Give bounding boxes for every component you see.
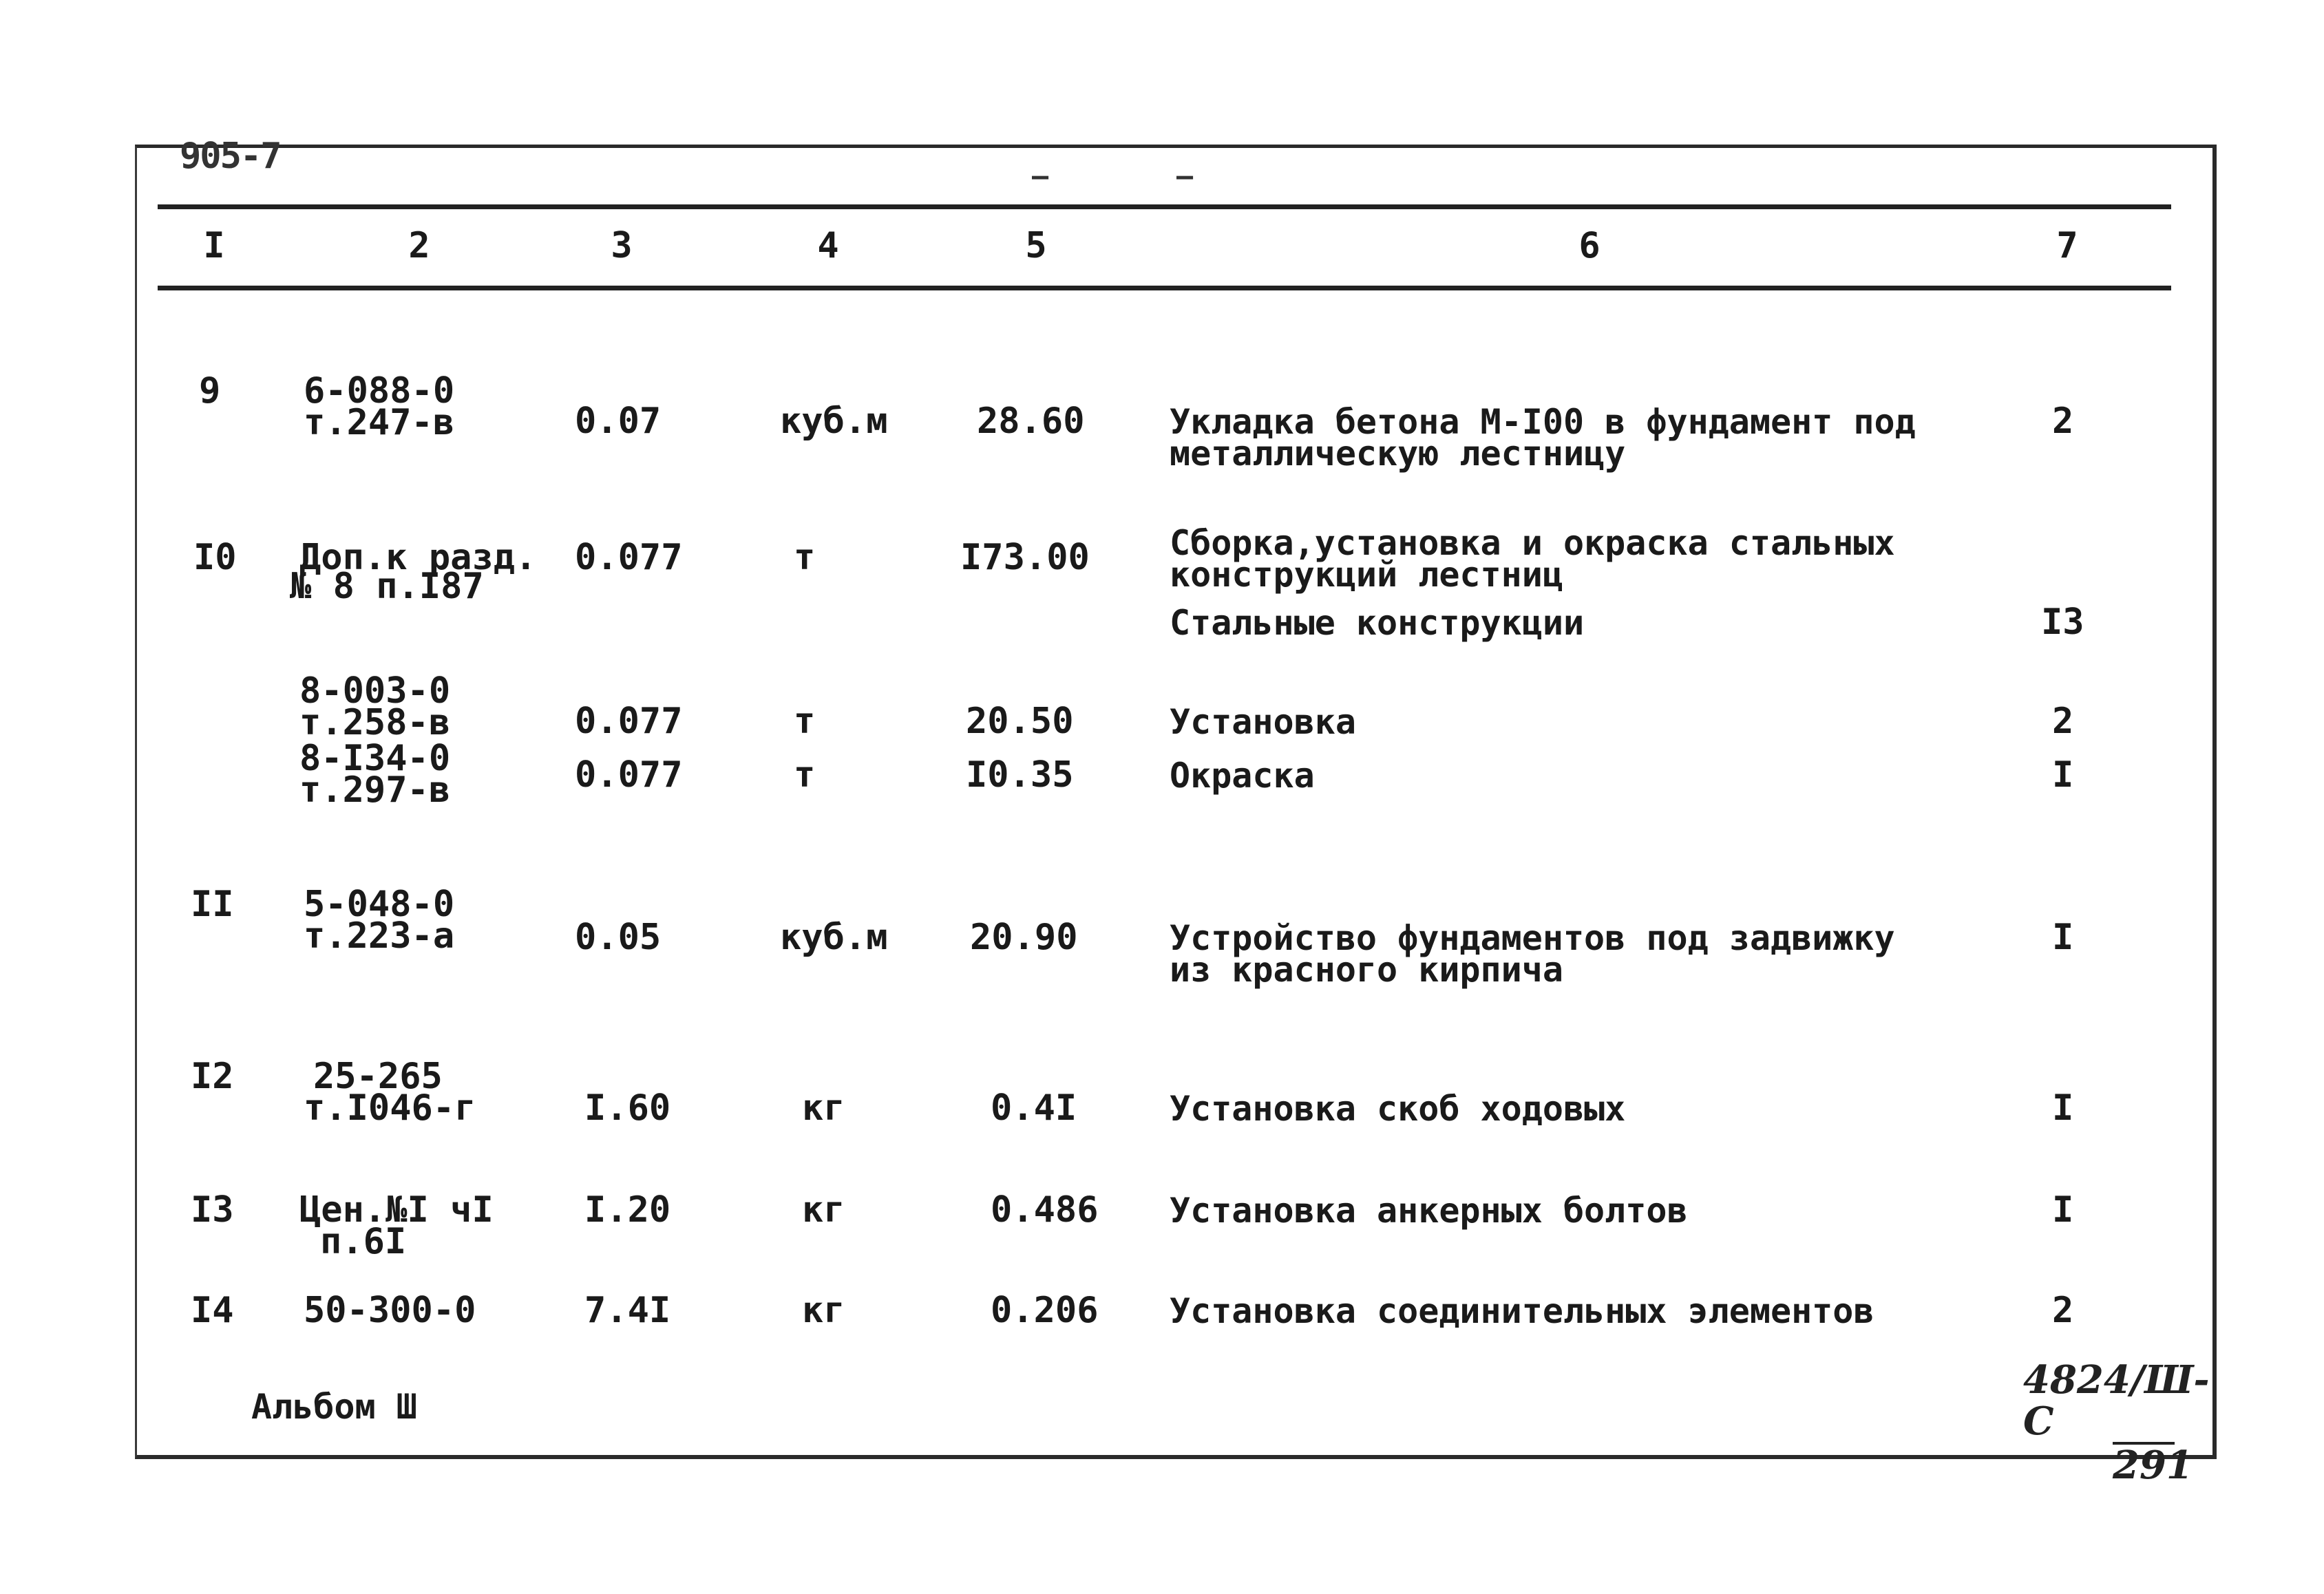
album-label: Альбом Ш [251, 1387, 417, 1427]
rate-code: 50-300-0 [304, 1290, 476, 1331]
stamp-code: 4824/Ш-С [2023, 1357, 2210, 1444]
unit-price: 20.90 [970, 917, 1078, 958]
work-description: Установка [1170, 702, 1356, 742]
work-description: Установка анкерных болтов [1170, 1191, 1688, 1231]
work-description: Установка соединительных элементов [1170, 1291, 1874, 1331]
unit-price: 28.60 [977, 401, 1085, 442]
row-number: I0 [193, 537, 237, 578]
work-description: Окраска [1170, 756, 1315, 796]
rate-table: т.223-а [304, 915, 455, 957]
column-header-1: I [203, 225, 225, 266]
column-7-value: 2 [2052, 701, 2074, 742]
column-header-7: 7 [2056, 225, 2078, 266]
work-description-cont: конструкций лестниц [1170, 555, 1563, 595]
quantity: 0.07 [575, 401, 662, 442]
unit: т [794, 701, 816, 742]
header-top-rule [158, 204, 2171, 209]
rate-table: т.258-в [299, 702, 451, 743]
rate-code: 8-I34-0 [299, 738, 451, 779]
rate-code: 6-088-0 [304, 370, 455, 412]
row-number: I4 [191, 1290, 234, 1331]
unit-price: 0.4I [991, 1087, 1077, 1129]
unit-price: 0.206 [991, 1290, 1099, 1331]
work-description-cont: металлическую лестницу [1170, 434, 1626, 474]
rate-table: т.297-в [299, 769, 451, 811]
quantity: 0.05 [575, 917, 662, 958]
unit: кг [802, 1087, 845, 1129]
quantity: I.60 [584, 1087, 671, 1129]
rate-code: 25-265 [313, 1056, 443, 1097]
quantity: 0.077 [575, 537, 683, 578]
rate-code: 8-003-0 [299, 670, 451, 712]
column-header-6: 6 [1578, 225, 1601, 266]
rate-code: 5-048-0 [304, 884, 455, 925]
column-7-value: I [2052, 754, 2074, 796]
work-description: Сборка,установка и окраска стальных [1170, 523, 1895, 563]
document-code: 905-7 [180, 136, 281, 177]
work-description: Установка скоб ходовых [1170, 1089, 1626, 1129]
work-description: Стальные конструкции [1170, 603, 1585, 643]
unit: кг [802, 1290, 845, 1331]
column-header-3: 3 [611, 225, 633, 266]
rate-code: Доп.к разд. [299, 537, 537, 578]
unit: т [794, 754, 816, 796]
unit: кг [802, 1189, 845, 1231]
unit: куб.м [780, 401, 888, 442]
row-number: 9 [199, 370, 221, 412]
document-sheet [135, 136, 2217, 1488]
unit: куб.м [780, 917, 888, 958]
work-description-cont: из красного кирпича [1170, 950, 1563, 990]
work-description: Устройство фундаментов под задвижку [1170, 918, 1895, 958]
rate-code: Цен.№I чI [299, 1189, 494, 1231]
unit-price: I0.35 [966, 754, 1074, 796]
column-7-value: 2 [2052, 1290, 2074, 1331]
row-number: II [191, 884, 234, 925]
work-description: Укладка бетона М-I00 в фундамент под [1170, 402, 1916, 442]
rate-table: п.6I [320, 1221, 407, 1262]
column-7-value: 2 [2052, 401, 2074, 442]
column-header-2: 2 [408, 225, 430, 266]
column-7-value: I [2052, 1087, 2074, 1129]
page-number: 291 [2113, 1443, 2193, 1488]
top-dash: – [1032, 160, 1049, 192]
rate-table: т.247-в [304, 402, 455, 443]
unit-price: 0.486 [991, 1189, 1099, 1231]
column-7-value: I [2052, 1189, 2074, 1231]
rate-table: № 8 п.I87 [290, 566, 484, 607]
column-7-value: I [2052, 917, 2074, 958]
unit: т [794, 537, 816, 578]
row-number: I2 [191, 1056, 234, 1097]
unit-price: 20.50 [966, 701, 1074, 742]
column-header-5: 5 [1025, 225, 1047, 266]
top-dash: – [1176, 160, 1194, 192]
rate-table: т.I046-г [304, 1087, 476, 1129]
quantity: 0.077 [575, 701, 683, 742]
unit-price: I73.00 [960, 537, 1090, 578]
header-bottom-rule [158, 286, 2171, 290]
quantity: I.20 [584, 1189, 671, 1231]
quantity: 7.4I [584, 1290, 671, 1331]
row-number: I3 [191, 1189, 234, 1231]
quantity: 0.077 [575, 754, 683, 796]
archive-stamp [2023, 1359, 2212, 1486]
column-header-4: 4 [817, 225, 839, 266]
column-7-value: I3 [2041, 602, 2084, 643]
